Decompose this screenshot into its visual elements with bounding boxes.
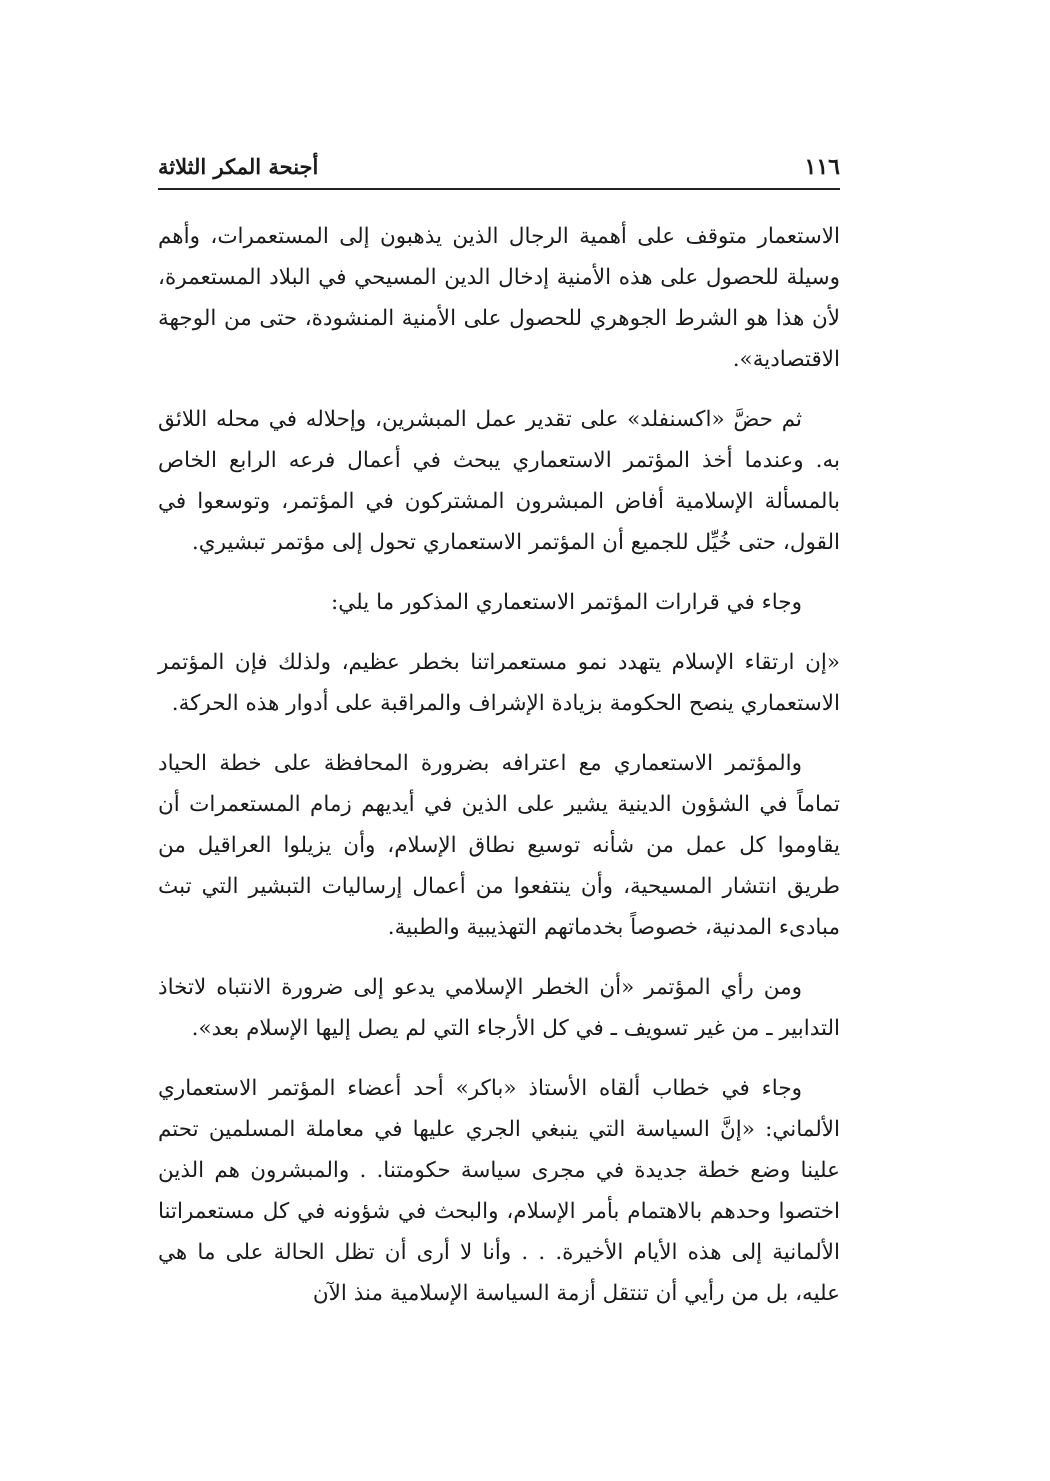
paragraph-6: ومن رأي المؤتمر «أن الخطر الإسلامي يدعو إلى ضرورة الانتباه لاتخاذ التدابير ـ من غير تسويف ـ في كل الأرجاء التي لم يصل إليها الإسلام بعد». — [158, 975, 840, 1041]
running-title: أجنحة المكر الثلاثة — [158, 154, 319, 179]
header-divider — [158, 188, 840, 190]
page-number: ١١٦ — [804, 154, 840, 180]
paragraph-1: الاستعمار متوقف على أهمية الرجال الذين يذهبون إلى المستعمرات، وأهم وسيلة للحصول على هذه الأمنية إدخال الدين المسيحي في البلاد المستعمرة، لأن هذا هو الشرط الجوهري للحصول على الأمنية المنشودة، حتى من الوجهة الاقتصادية». — [158, 224, 840, 372]
paragraph-4-quote: «إن ارتقاء الإسلام يتهدد نمو مستعمراتنا بخطر عظيم، ولذلك فإن المؤتمر الاستعماري ينصح الحكومة بزيادة الإشراف والمراقبة على أدوار هذه الحركة. — [158, 650, 840, 716]
paragraph-3: وجاء في قرارات المؤتمر الاستعماري المذكور ما يلي: — [330, 590, 802, 615]
paragraph-5: والمؤتمر الاستعماري مع اعترافه بضرورة المحافظة على خطة الحياد تماماً في الشؤون الدينية يشير على الذين في أيديهم زمام المستعمرات أن يقاوموا كل عمل من شأنه توسيع نطاق الإسلام، وأن يزيلوا العراقيل من طريق انتشار المسيحية، وأن ينتفعوا من أعمال إرساليات التبشير التي تبث مبادىء المدنية، خصوصاً بخدماتهم التهذيبية والطبية. — [158, 751, 840, 940]
paragraph-7: وجاء في خطاب ألقاه الأستاذ «باكر» أحد أعضاء المؤتمر الاستعماري الألماني: «إنَّ السياسة التي ينبغي الجري عليها في معاملة المسلمين تحتم علينا وضع خطة جديدة في مجرى سياسة حكومتنا. . والمبشرون هم الذين اختصوا وحدهم بالاهتمام بأمر الإسلام، والبحث في شؤونه في كل مستعمراتنا الألمانية إلى هذه الأيام الأخيرة. . . وأنا لا أرى أن تظل الحالة على ما هي عليه، بل من رأيي أن تنتقل أزمة السياسة الإسلامية منذ الآن — [158, 1076, 841, 1306]
body-text — [158, 216, 840, 1314]
page-header — [158, 150, 840, 186]
paragraph-2: ثم حضَّ «اكسنفلد» على تقدير عمل المبشرين، وإحلاله في محله اللائق به. وعندما أخذ المؤتمر الاستعماري يبحث في أعمال فرعه الرابع الخاص بالمسألة الإسلامية أفاض المبشرون المشتركون في المؤتمر، وتوسعوا في القول، حتى خُيِّل للجميع أن المؤتمر الاستعماري تحول إلى مؤتمر تبشيري. — [158, 407, 840, 555]
